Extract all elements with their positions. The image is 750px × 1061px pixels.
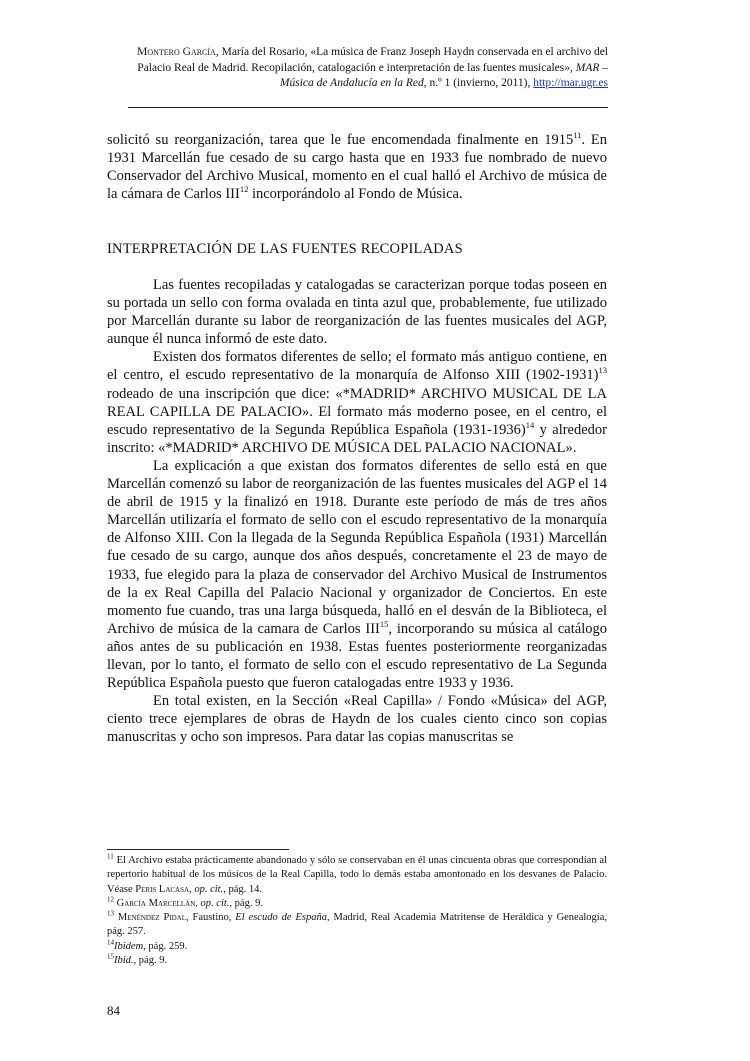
header-divider [128,107,608,108]
header-link[interactable]: http://mar.ugr.es [533,77,608,89]
footnotes [107,854,607,968]
paragraph-1: Las fuentes recopiladas y catalogadas se caracterizan porque todas poseen en su portada un sello con forma ovalada en tinta azul que, probablemente, fue utilizado por Marcellán durante su labor de reorganización de las fuentes musicales del AGP, aunque él nunca informó de este dato. [107,277,607,348]
footnote-ref-12[interactable]: 12 [239,184,249,195]
footnote-11: $^{11}$ El Archivo estaba prácticamente abandonado y sólo se conservaban en él unas cincuenta obras que correspondían al repertorio habitual de los músicos de la Real Capilla, todo lo demás estaba amontonado en los desvanes de Palacio. Véase Peris Lacasa, op. cit., pág. 14. [107,852,607,895]
page-number: 84 [107,1003,120,1018]
footnote-divider [107,849,289,850]
footnote-15: $^{15}$Ibid., pág. 9. [107,952,168,967]
footnote-12: $^{12}$ García Marcellán, op. cit., pág. 9. [107,895,263,909]
footnote-13: $^{13}$ Menéndez Pidal, Faustino, El escudo de España, Madrid, Real Academia Matritense de Heráldica y Genealogía, pág. 257. [107,909,608,938]
footnote-ref-14[interactable]: 14 [525,419,535,430]
footnote-ref-11[interactable]: 11 [573,130,582,141]
paragraph-2: Existen dos formatos diferentes de sello; el formato más antiguo contiene, en el centro, el escudo representativo de la monarquía de Alfonso XIII (1902-1931)$^{13}$ rodeado de una inscripción que dice: «*MADRID* ARCHIVO MUSICAL DE LA REAL CAPILLA DE PALACIO». El formato más moderno posee, en el centro, el escudo representativo de la Segunda República Española (1931-1936)$^{14}$ y alrededor inscrito: «*MADRID* ARCHIVO DE MÚSICA DEL PALACIO NACIONAL». [107,349,607,456]
intro-paragraph: solicitó su reorganización, tarea que le fue encomendada finalmente en 1915$^{11}$. En 1931 Marcellán fue cesado de su cargo hasta que en 1933 fue nombrado de nuevo Conservador del Archivo Musical, momento en el cual halló el Archivo de música de la cámara de Carlos III$^{12}$ incorporándolo al Fondo de Música. [107,130,607,203]
header-author: Montero García [137,46,216,58]
header-issue: , n.º 1 (invierno, 2011), [423,77,534,89]
section-heading: INTERPRETACIÓN DE LAS FUENTES RECOPILADAS [107,241,463,257]
header-citation: , María del Rosario, «La música de Franz Joseph Haydn conservada en el archivo del Palacio Real de Madrid. Recopilación, catalogación e interpretación de las fuentes musicales», [137,46,608,74]
paragraph-3: La explicación a que existan dos formatos diferentes de sello está en que Marcellán comenzó su labor de reorganización de las fuentes musicales del AGP el 14 de abril de 1915 y la finalizó en 1918. Durante este período de más de tres años Marcellán utilizaría el formato de sello con el escudo representativo de la monarquía de Alfonso XIII. Con la llegada de la Segunda República Española (1931) Marcellán fue cesado de su cargo, aunque dos años después, concretamente el 23 de mayo de 1933, fue elegido para la plaza de conservador del Archivo Musical de Instrumentos de la ex Real Capilla del Palacio Nacional y organizador de Conciertos. En este momento fue cuando, tras una larga búsqueda, halló en el desván de la Biblioteca, el Archivo de música de la camara de Carlos III$^{15}$, incorporando su música al catálogo años antes de su publicación en 1938. Estas fuentes posteriormente reorganizadas llevan, por lo tanto, el formato de sello con el escudo representativo de La Segunda República Española puesto que fueron catalogadas entre 1933 y 1936. [107,457,607,692]
paragraph-4: En total existen, en la Sección «Real Capilla» / Fondo «Música» del AGP, ciento trece ejemplares de obras de Haydn de los cuales ciento cinco son copias manuscritas y ocho son impresos. Para datar las copias manuscritas se [107,693,607,746]
running-header [128,45,608,92]
section-body [107,276,607,746]
footnote-14: $^{14}$Ibidem, pág. 259. [107,938,188,952]
footnote-ref-13[interactable]: 13 [598,365,607,376]
header-journal: MAR – Música de Andalucía en la Red [279,61,608,89]
footnote-ref-15[interactable]: 15 [379,618,389,629]
